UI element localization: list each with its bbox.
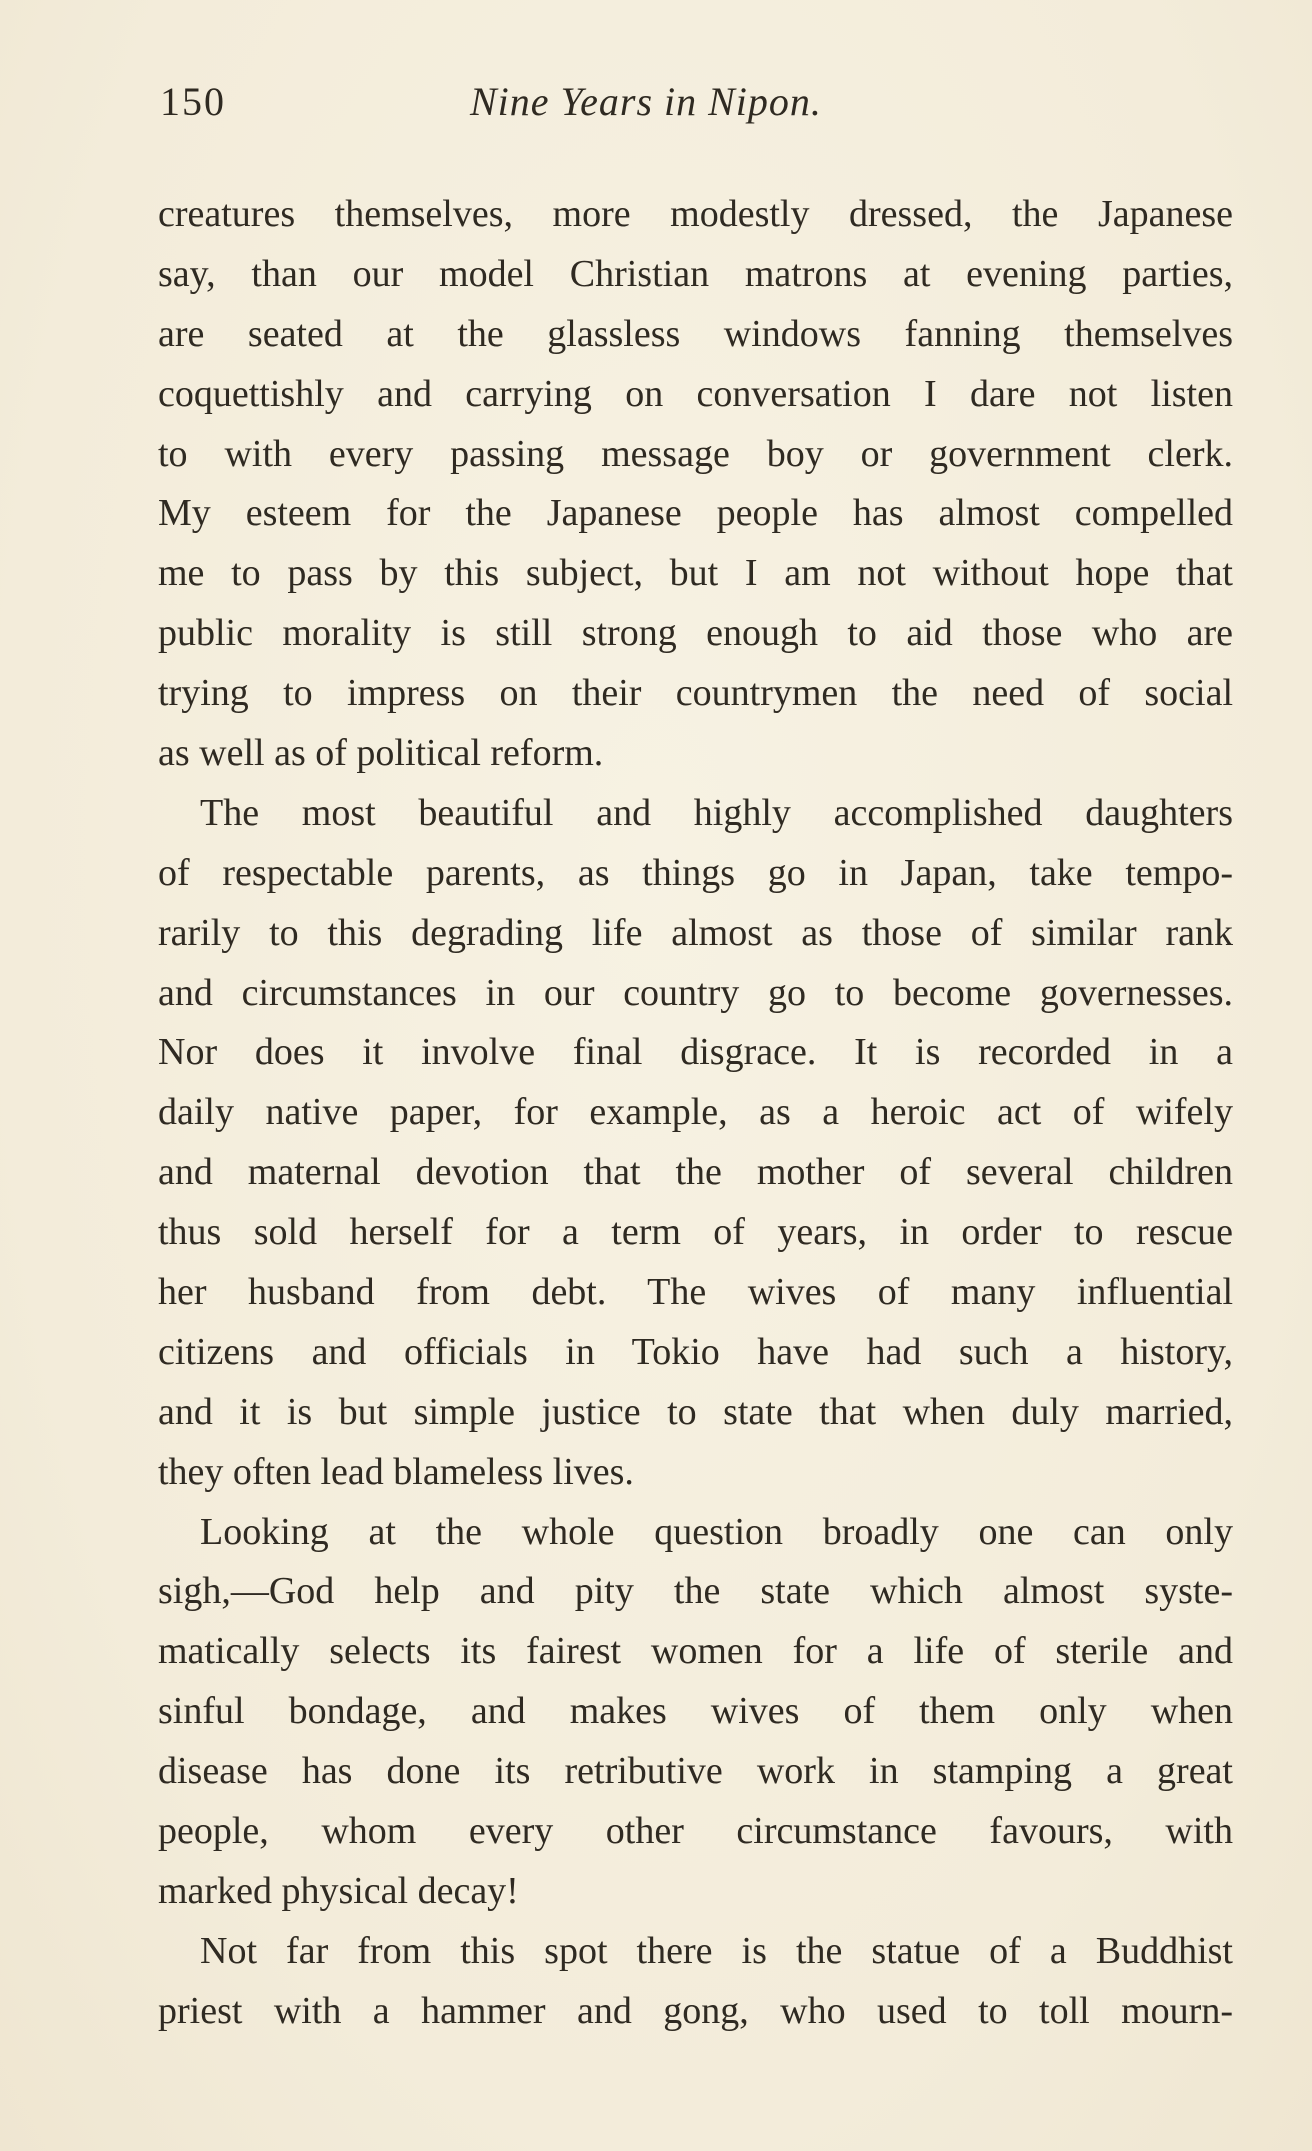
text-line: citizens and officials in Tokio have had such a history, xyxy=(158,1330,1233,1373)
text-line: matically selects its fairest women for a life of sterile and xyxy=(158,1630,1233,1673)
text-line: rarily to this degrading life almost as those of similar rank xyxy=(158,911,1233,954)
text-line: to with every passing message boy or government clerk. xyxy=(158,432,1233,475)
text-line: sigh,—God help and pity the state which almost syste- xyxy=(158,1570,1233,1613)
text-line: daily native paper, for example, as a heroic act of wifely xyxy=(158,1091,1233,1134)
text-line: creatures themselves, more modestly dressed, the Japanese xyxy=(158,193,1233,235)
text-line: marked physical decay! xyxy=(158,1869,519,1912)
running-head xyxy=(160,78,920,138)
text-line: me to pass by this subject, but I am not without hope that xyxy=(158,552,1233,595)
body-text xyxy=(158,185,1233,2042)
text-line: people, whom every other circumstance favours, with xyxy=(158,1810,1233,1853)
text-line: public morality is still strong enough to aid those who are xyxy=(158,612,1233,655)
text-line: sinful bondage, and makes wives of them only when xyxy=(158,1690,1233,1733)
text-line: Nor does it involve final disgrace. It is recorded in a xyxy=(158,1031,1233,1074)
text-line: priest with a hammer and gong, who used to toll mourn- xyxy=(158,1989,1233,2032)
text-line: disease has done its retributive work in stamping a great xyxy=(158,1750,1233,1793)
text-line: My esteem for the Japanese people has almost compelled xyxy=(158,492,1233,535)
text-line: and it is but simple justice to state that when duly married, xyxy=(158,1390,1233,1433)
text-line: her husband from debt. The wives of many influential xyxy=(158,1271,1233,1314)
text-line: are seated at the glassless windows fanning themselves xyxy=(158,312,1233,355)
running-title: Nine Years in Nipon. xyxy=(470,79,822,124)
text-line: and maternal devotion that the mother of several children xyxy=(158,1151,1233,1194)
text-line: Looking at the whole question broadly one can only xyxy=(200,1510,1233,1553)
text-line: of respectable parents, as things go in Japan, take tempo- xyxy=(158,851,1233,894)
text-line: Not far from this spot there is the statue of a Buddhist xyxy=(200,1929,1233,1972)
page-number: 150 xyxy=(160,79,226,124)
text-line: The most beautiful and highly accomplished daughters xyxy=(200,791,1233,834)
text-line: trying to impress on their countrymen the need of social xyxy=(158,672,1233,715)
text-line: coquettishly and carrying on conversation I dare not listen xyxy=(158,372,1233,415)
text-line: thus sold herself for a term of years, in order to rescue xyxy=(158,1211,1233,1254)
text-line: they often lead blameless lives. xyxy=(158,1450,634,1493)
text-line: and circumstances in our country go to become governesses. xyxy=(158,971,1233,1014)
text-line: as well as of political reform. xyxy=(158,732,604,775)
text-line: say, than our model Christian matrons at evening parties, xyxy=(158,252,1233,295)
